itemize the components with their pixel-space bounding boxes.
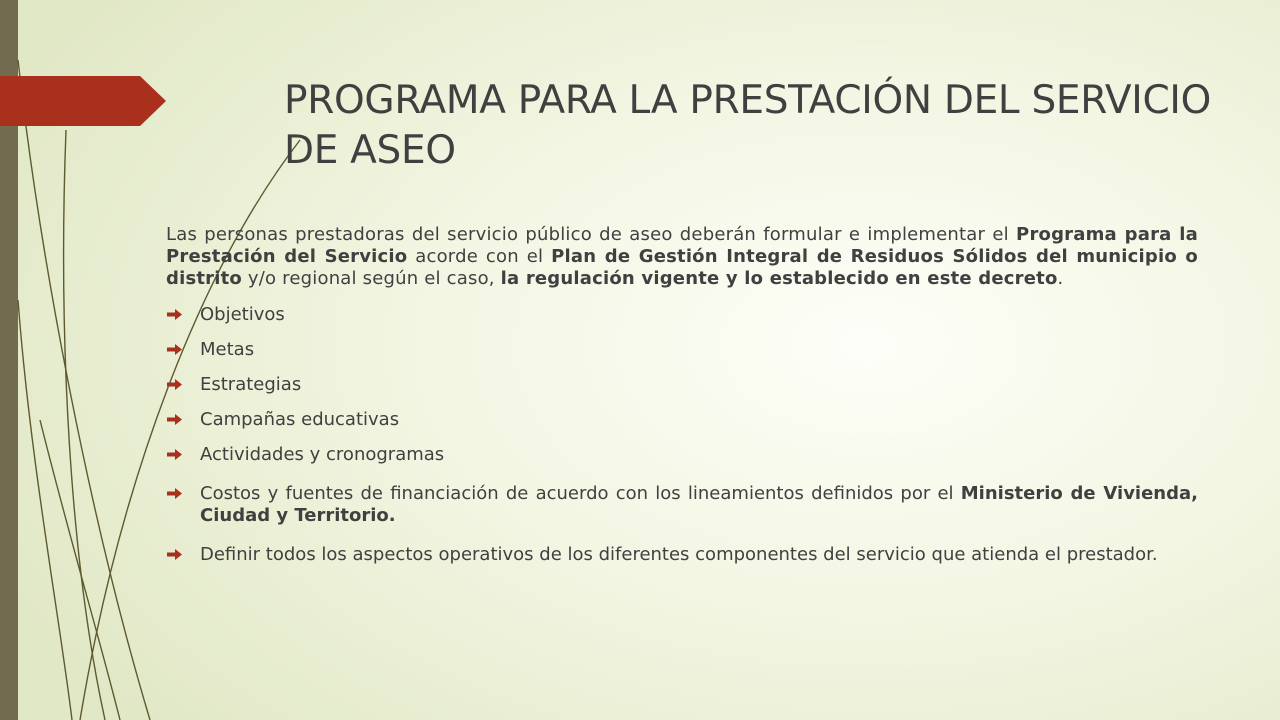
arrow-bullet-icon <box>166 308 183 321</box>
bullet-item <box>166 409 1198 431</box>
text-segment: Metas <box>200 339 255 360</box>
text-segment: Costos y fuentes de financiación de acuerdo con los lineamientos definidos por el <box>200 483 961 504</box>
bullet-text <box>200 444 444 465</box>
text-segment: Definir todos los aspectos operativos de los diferentes componentes del servicio que atienda el prestador. <box>200 544 1158 565</box>
intro-paragraph <box>166 224 1198 290</box>
bullet-list <box>166 304 1198 566</box>
arrow-bullet-icon <box>166 378 183 391</box>
text-segment: Estrategias <box>200 374 302 395</box>
arrow-bullet-icon <box>166 413 183 426</box>
bold-text-segment: Programa para la Prestación del Servicio <box>166 224 1198 267</box>
bullet-item <box>166 339 1198 361</box>
bold-text-segment: Plan de Gestión Integral de Residuos Sólidos del municipio o distrito <box>166 246 1198 289</box>
bullet-text <box>200 339 254 360</box>
bold-text-segment: la regulación vigente y lo establecido en este decreto <box>500 268 1058 289</box>
arrow-bullet-icon <box>166 343 183 356</box>
bullet-text <box>200 409 399 430</box>
bullet-item <box>166 374 1198 396</box>
text-segment: Las personas prestadoras del servicio público de aseo deberán formular e implementar el <box>166 224 1017 245</box>
bullet-item <box>166 444 1198 466</box>
text-segment: y/o regional según el caso, <box>242 268 501 289</box>
slide-title: PROGRAMA PARA LA PRESTACIÓN DEL SERVICIO DE ASEO <box>284 78 1212 173</box>
bullet-text <box>200 483 1198 526</box>
bullet-text <box>200 374 301 395</box>
title-accent-tab <box>0 76 166 126</box>
text-segment: Actividades y cronogramas <box>200 444 445 465</box>
slide-content <box>166 224 1198 583</box>
bullet-text <box>200 544 1158 565</box>
arrow-bullet-icon <box>166 487 183 500</box>
text-segment: acorde con el <box>407 246 552 267</box>
text-segment: Objetivos <box>200 304 285 325</box>
arrow-bullet-icon <box>166 448 183 461</box>
bullet-text <box>200 304 285 325</box>
bold-text-segment: Ministerio de Vivienda, Ciudad y Territorio. <box>200 483 1198 526</box>
text-segment: . <box>1057 268 1064 289</box>
bullet-item <box>166 304 1198 326</box>
arrow-bullet-icon <box>166 548 183 561</box>
bullet-item <box>166 544 1198 566</box>
bullet-item <box>166 483 1198 527</box>
text-segment: Campañas educativas <box>200 409 400 430</box>
